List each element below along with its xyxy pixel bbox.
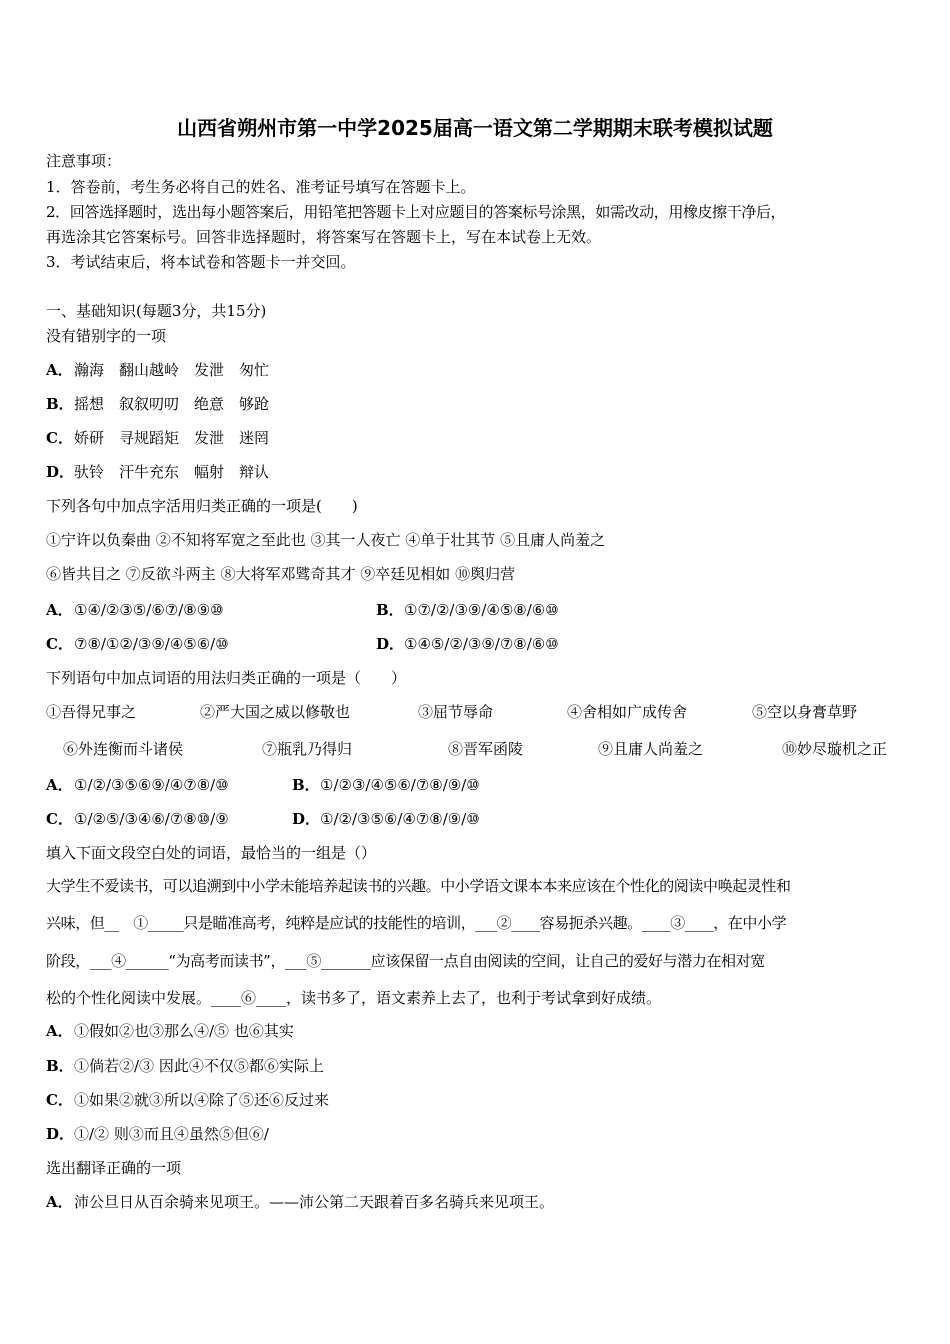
option-text: ①/②/③⑤⑥/④⑦⑧/⑨/⑩ <box>320 810 480 828</box>
option-letter: C． <box>46 429 73 447</box>
option-row <box>46 1022 294 1040</box>
question-phrase: ①吾得兄事之 <box>46 703 137 721</box>
notes-item: 再选涂其它答案标号。回答非选择题时，将答案写在答题卡上，写在本试卷上无效。 <box>46 228 602 246</box>
option-letter: B． <box>46 395 74 413</box>
option-row <box>46 1125 269 1143</box>
question-stem: 下列语句中加点词语的用法归类正确的一项是（ ） <box>46 669 407 687</box>
notes-item: 1．答卷前，考生务必将自己的姓名、准考证号填写在答题卡上。 <box>46 178 476 196</box>
option-letter: D． <box>46 1125 75 1143</box>
option-row <box>46 1193 554 1211</box>
question-phrase: ⑥外连衡而斗诸侯 <box>63 740 184 758</box>
notes-header: 注意事项： <box>46 152 122 170</box>
option-row <box>376 635 559 653</box>
option-text: 驮铃 汗牛充东 幅射 辩认 <box>74 463 270 481</box>
option-letter: C． <box>46 1091 73 1109</box>
option-text: 沛公旦日从百余骑来见项王。——沛公第二天跟着百多名骑兵来见项王。 <box>74 1193 555 1211</box>
option-letter: A． <box>46 601 73 619</box>
option-letter: B． <box>376 601 404 619</box>
option-letter: A． <box>46 776 73 794</box>
option-letter: A． <box>46 361 73 379</box>
notes-item: 2．回答选择题时，选出每小题答案后，用铅笔把答题卡上对应题目的答案标号涂黑，如需改动，用橡皮擦干净后， <box>46 203 786 221</box>
option-text: ①假如②也③那么④/⑤ 也⑥其实 <box>74 1022 294 1040</box>
option-row <box>46 810 229 828</box>
option-row <box>46 395 269 413</box>
option-letter: A． <box>46 1193 73 1211</box>
option-letter: D． <box>46 463 75 481</box>
option-row <box>46 601 224 619</box>
option-text: 瀚海 翻山越岭 发泄 匆忙 <box>74 361 270 379</box>
section-heading: 一、基础知识(每题3分，共15分) <box>46 302 267 320</box>
option-text: ①/② 则③而且④虽然⑤但⑥/ <box>74 1125 269 1143</box>
option-letter: B． <box>292 776 320 794</box>
option-row <box>46 635 229 653</box>
question-phrase: ⑧晋军函陵 <box>448 740 524 758</box>
question-phrase: ⑨且庸人尚羞之 <box>598 740 704 758</box>
question-stem: 没有错别字的一项 <box>46 327 167 345</box>
option-text: ①④/②③⑤/⑥⑦/⑧⑨⑩ <box>74 601 224 619</box>
option-text: ①⑦/②/③⑨/④⑤⑧/⑥⑩ <box>404 601 559 619</box>
option-letter: A． <box>46 1022 73 1040</box>
option-row <box>46 776 229 794</box>
option-row <box>46 1091 329 1109</box>
option-text: ①/②/③⑤⑥⑨/④⑦⑧/⑩ <box>74 776 229 794</box>
passage-line: 阶段，___④______“为高考而读书”，___⑤_______应该保留一点自由阅读的空间，让自己的爱好与潜力在相对宽 <box>46 952 765 970</box>
option-row <box>376 601 559 619</box>
option-letter: C． <box>46 635 73 653</box>
question-stem: 下列各句中加点字活用归类正确的一项是( ) <box>46 497 358 515</box>
notes-item: 3．考试结束后，将本试卷和答题卡一并交回。 <box>46 253 356 271</box>
passage-line: 大学生不爱读书，可以追溯到中小学未能培养起读书的兴趣。中小学语文课本本来应该在个性化的阅读中唤起灵性和 <box>46 877 791 895</box>
option-text: 摇想 叙叙叨叨 绝意 够跄 <box>74 395 270 413</box>
question-phrase: ⑩妙尽璇机之正 <box>782 740 888 758</box>
question-phrase: ③屈节辱命 <box>418 703 494 721</box>
option-letter: B． <box>46 1057 74 1075</box>
option-row <box>292 776 480 794</box>
option-row <box>46 463 269 481</box>
question-phrase: ⑤空以身膏草野 <box>752 703 858 721</box>
option-letter: D． <box>376 635 405 653</box>
page-title: 山西省朔州市第一中学2025届高一语文第二学期期末联考模拟试题 <box>177 116 773 140</box>
question-sentences: ①宁许以负秦曲 ②不知将军宽之至此也 ③其一人夜亡 ④单于壮其节 ⑤且庸人尚羞之 <box>46 531 606 549</box>
option-text: ①/②⑤/③④⑥/⑦⑧⑩/⑨ <box>74 810 229 828</box>
passage-line: 松的个性化阅读中发展。____⑥____，读书多了，语文素养上去了，也利于考试拿到好成绩。 <box>46 989 662 1007</box>
option-text: ①/②③/④⑤⑥/⑦⑧/⑨/⑩ <box>320 776 480 794</box>
option-text: ①倘若②/③ 因此④不仅⑤都⑥实际上 <box>74 1057 324 1075</box>
question-sentences: ⑥皆共目之 ⑦反欲斗两主 ⑧大将军邓骘奇其才 ⑨卒廷见相如 ⑩舆归营 <box>46 565 516 583</box>
option-letter: C． <box>46 810 73 828</box>
option-text: 娇研 寻规蹈矩 发泄 迷罔 <box>74 429 270 447</box>
question-stem: 填入下面文段空白处的词语，最恰当的一组是（） <box>46 844 377 862</box>
option-row <box>292 810 480 828</box>
option-letter: D． <box>292 810 321 828</box>
option-row <box>46 361 269 379</box>
option-text: ①④⑤/②/③⑨/⑦⑧/⑥⑩ <box>404 635 559 653</box>
question-phrase: ④舍相如广成传舍 <box>567 703 688 721</box>
option-text: ⑦⑧/①②/③⑨/④⑤⑥/⑩ <box>74 635 229 653</box>
question-phrase: ⑦瓶乳乃得归 <box>262 740 353 758</box>
option-row <box>46 429 269 447</box>
passage-line: 兴味，但__ ①_____只是瞄准高考，纯粹是应试的技能性的培训，___②____容易扼杀兴趣。____③____，在中小学 <box>46 914 787 932</box>
question-phrase: ②严大国之威以修敬也 <box>200 703 351 721</box>
question-stem: 选出翻译正确的一项 <box>46 1159 182 1177</box>
option-text: ①如果②就③所以④除了⑤还⑥反过来 <box>74 1091 330 1109</box>
option-row <box>46 1057 324 1075</box>
